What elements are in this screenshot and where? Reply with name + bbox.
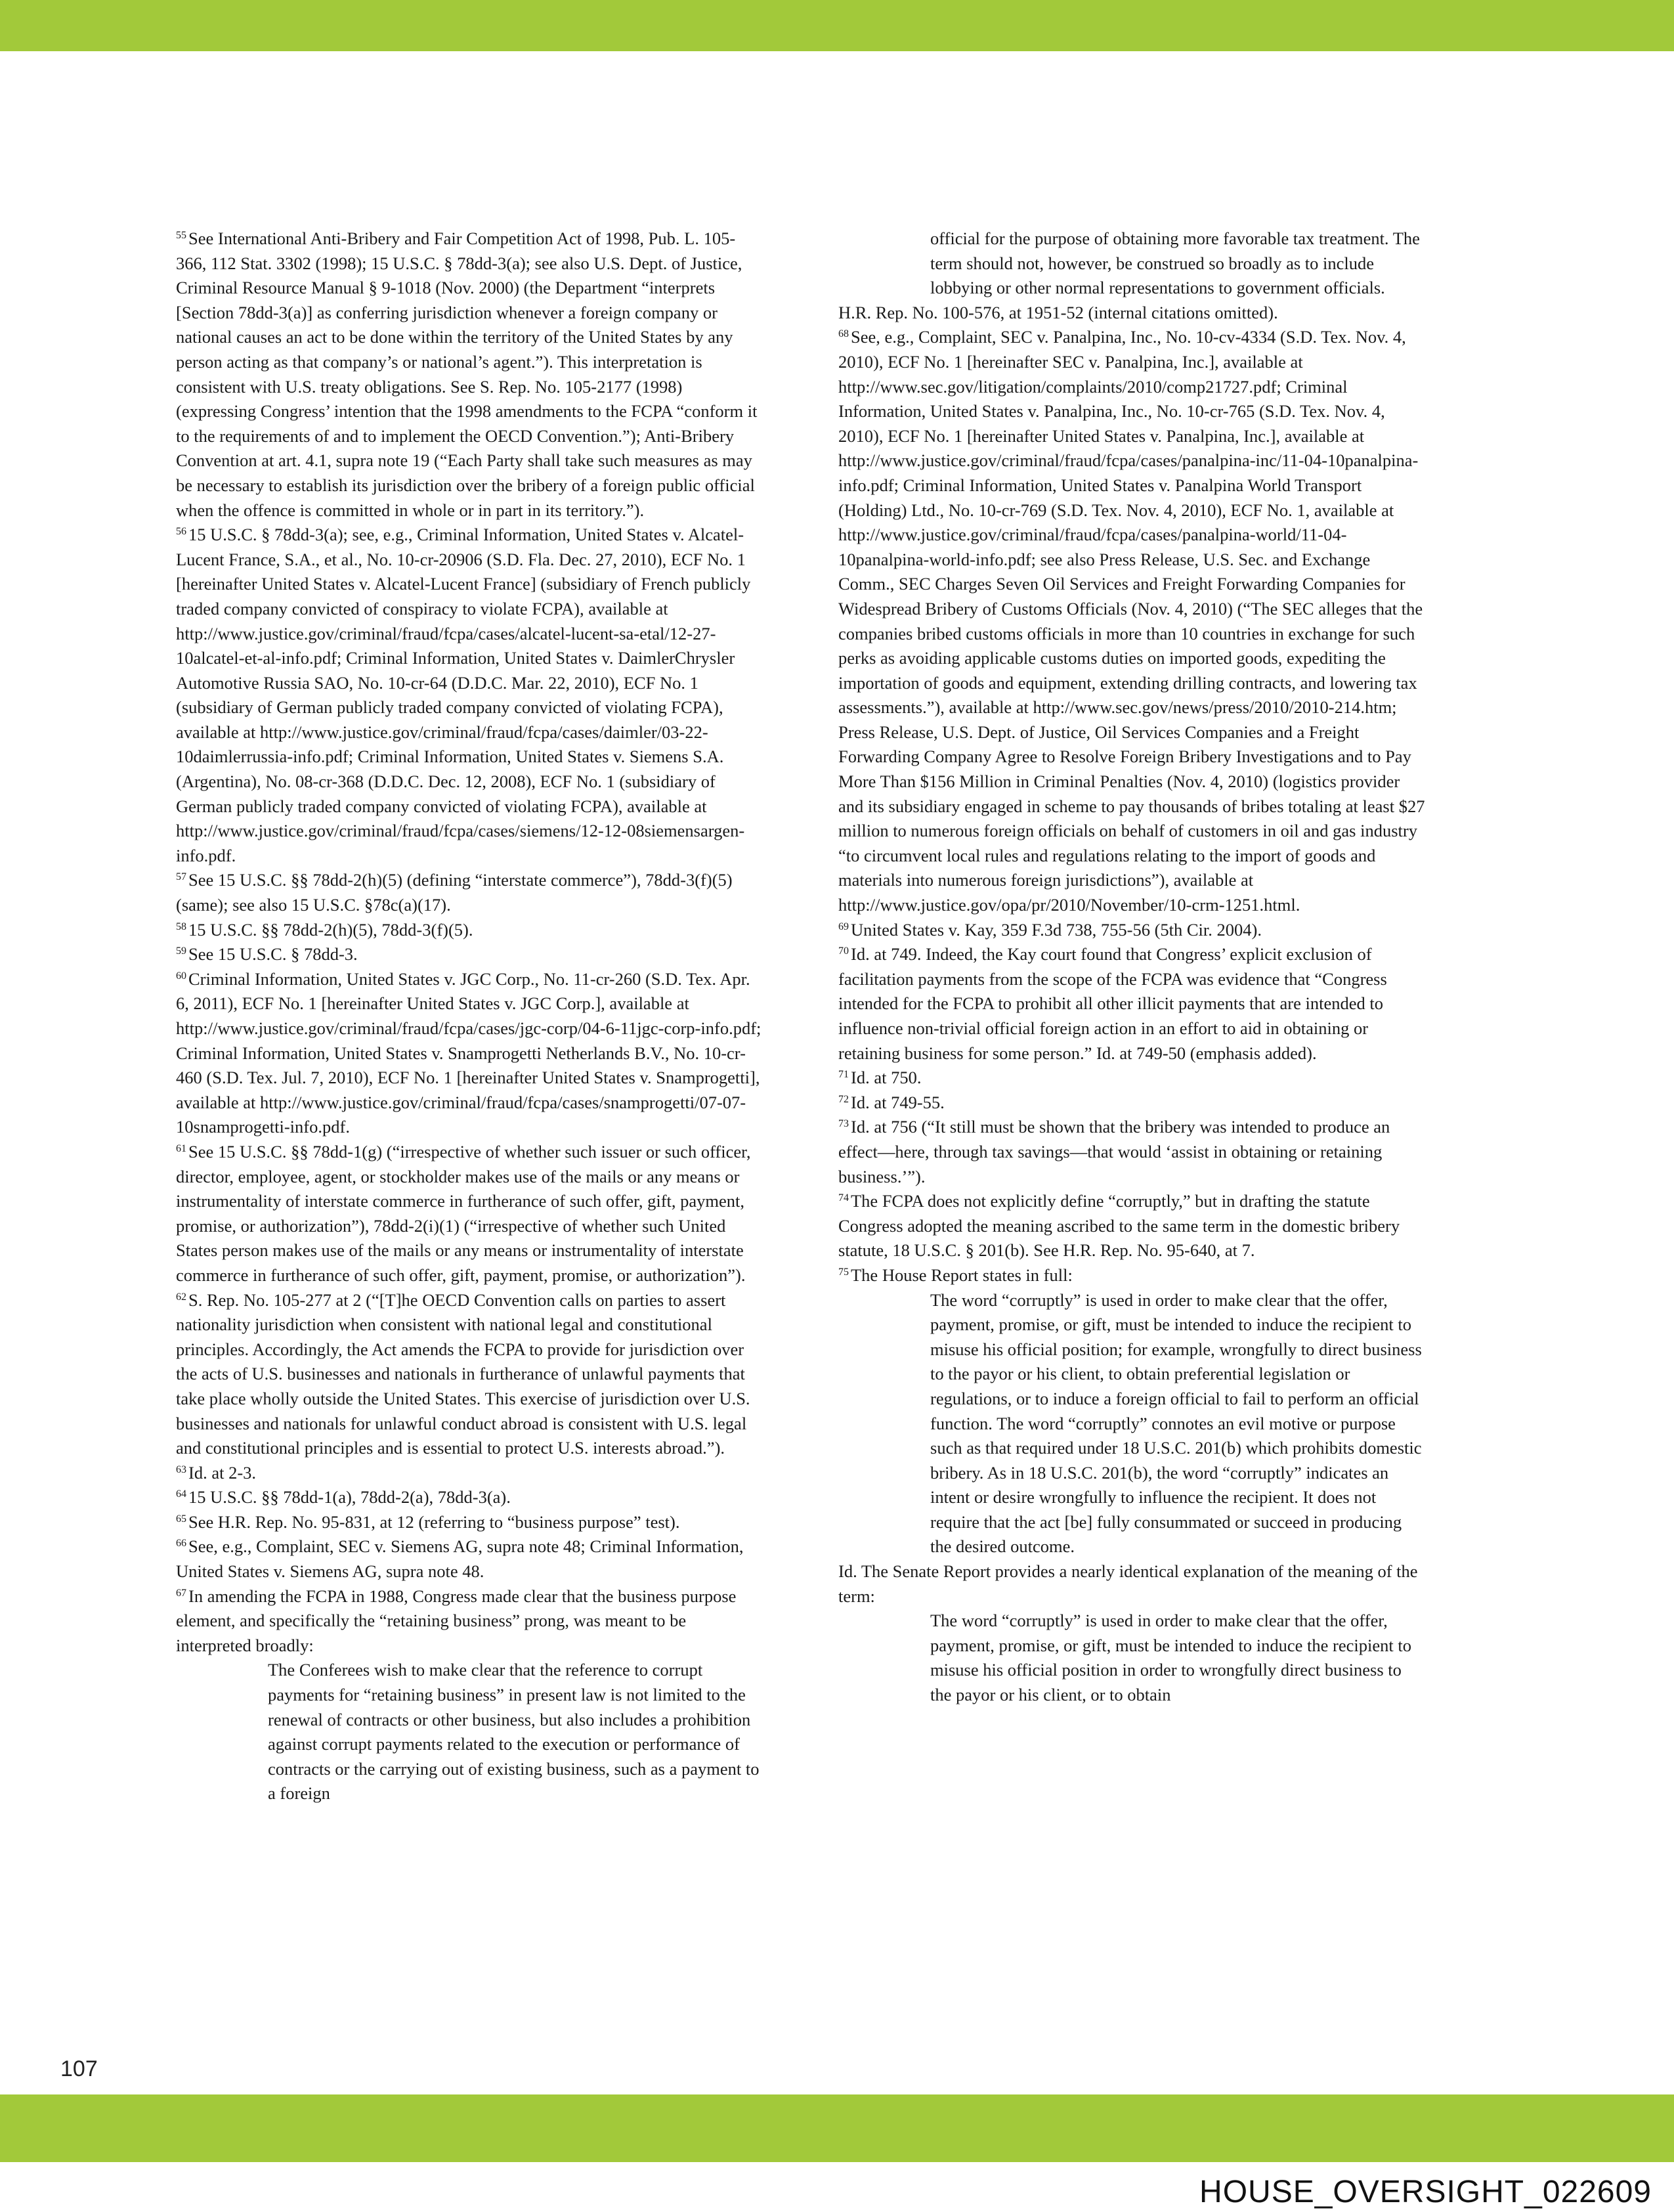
footnote-text: Id. at 750. bbox=[851, 1068, 922, 1088]
footnote-text: Criminal Information, United States v. JGC Corp., No. 11-cr-260 (S.D. Tex. Apr. 6, 2011), ECF No. 1 [hereinafter United States v. JGC Corp.], available at http://www.justice.gov/criminal/fraud/fcpa/cases/jgc-corp/04-6-11jgc-corp-info.pdf; Criminal Information, United States v. Snamprogetti Netherlands B.V., No. 10-cr-460 (S.D. Tex. Jul. 7, 2010), ECF No. 1 [hereinafter United States v. Snamprogetti], available at http://www.justice.gov/criminal/fraud/fcpa/cases/snamprogetti/07-07-10snamprogetti-info.pdf. bbox=[176, 968, 762, 1137]
footnote-62 bbox=[176, 1288, 763, 1461]
footnote-text: Id. at 749. Indeed, the Kay court found that Congress’ explicit exclusion of facilitation payments from the scope of the FCPA was evidence that “Congress intended for the FCPA to prohibit all other illicit payments that are intended to influence non-trivial official foreign action in an effort to aid in obtaining or retaining business for some person.” Id. at 749-50 (emphasis added). bbox=[838, 944, 1387, 1063]
footnote-70 bbox=[838, 942, 1426, 1066]
footnote-text: See, e.g., Complaint, SEC v. Panalpina, Inc., No. 10-cv-4334 (S.D. Tex. Nov. 4, 2010), ECF No. 1 [hereinafter SEC v. Panalpina, Inc.], available at http://www.sec.gov/litigation/complaints/2010/comp21727.pdf; Criminal Information, United States v. Panalpina, Inc., No. 10-cr-765 (S.D. Tex. Nov. 4, 2010), ECF No. 1 [hereinafter United States v. Panalpina, Inc.], available at http://www.justice.gov/criminal/fraud/fcpa/cases/panalpina-inc/11-04-10panalpina-info.pdf; Criminal Information, United States v. Panalpina World Transport (Holding) Ltd., No. 10-cr-769 (S.D. Tex. Nov. 4, 2010), ECF No. 1, available at http://www.justice.gov/criminal/fraud/fcpa/cases/panalpina-world/11-04-10panalpina-world-info.pdf; see also Press Release, U.S. Sec. and Exchange Comm., SEC Charges Seven Oil Services and Freight Forwarding Companies for Widespread Bribery of Customs Officials (Nov. 4, 2010) (“The SEC alleges that the companies bribed customs officials in more than 10 countries in exchange for such perks as avoiding applicable customs duties on imported goods, expediting the importation of goods and equipment, extending drilling contracts, and lowering tax assessments.”), available at http://www.sec.gov/news/press/2010/2010-214.htm; Press Release, U.S. Dept. of Justice, Oil Services Companies and a Freight Forwarding Company Agree to Resolve Foreign Bribery Investigations and to Pay More Than $156 Million in Criminal Penalties (Nov. 4, 2010) (logistics provider and its subsidiary engaged in scheme to pay thousands of bribes totaling at least $27 million to numerous foreign officials on behalf of customers in oil and gas industry “to circumvent local rules and regulations relating to the import of goods and materials into numerous foreign jurisdictions”), available at http://www.justice.gov/opa/pr/2010/November/10-crm-1251.html. bbox=[838, 327, 1425, 915]
footnote-number: 60 bbox=[176, 970, 186, 982]
footnote-59 bbox=[176, 942, 763, 967]
footnote-continuation bbox=[838, 301, 1426, 326]
footnote-text: The word “corruptly” is used in order to make clear that the offer, payment, promise, or gift, must be intended to induce the recipient to misuse his official position in order to wrongfully direct business to the payor or his client, or to obtain bbox=[930, 1611, 1411, 1705]
footnote-text: United States v. Kay, 359 F.3d 738, 755-56 (5th Cir. 2004). bbox=[851, 919, 1262, 940]
bottom-color-band bbox=[0, 2094, 1674, 2162]
footnote-text: See H.R. Rep. No. 95-831, at 12 (referring to “business purpose” test). bbox=[188, 1511, 680, 1532]
page-number: 107 bbox=[60, 2056, 98, 2081]
top-color-band bbox=[0, 0, 1674, 51]
footnote-number: 59 bbox=[176, 945, 186, 957]
footnote-65 bbox=[176, 1510, 763, 1535]
footnote-number: 73 bbox=[838, 1118, 849, 1130]
footnote-66 bbox=[176, 1534, 763, 1584]
footnote-55 bbox=[176, 227, 763, 523]
footnote-74 bbox=[838, 1189, 1426, 1263]
footnote-69 bbox=[838, 918, 1426, 943]
footnote-text: The House Report states in full: bbox=[851, 1265, 1073, 1285]
footnote-number: 69 bbox=[838, 921, 849, 932]
footnote-71 bbox=[838, 1066, 1426, 1091]
footnote-number: 70 bbox=[838, 945, 849, 957]
footnote-60 bbox=[176, 967, 763, 1140]
footnote-text: See International Anti-Bribery and Fair Competition Act of 1998, Pub. L. 105-366, 112 Stat. 3302 (1998); 15 U.S.C. § 78dd-3(a); see also U.S. Dept. of Justice, Criminal Resource Manual § 9-1018 (Nov. 2000) (the Department “interprets [Section 78dd-3(a)] as conferring jurisdiction whenever a foreign company or national causes an act to be done within the territory of the United States by any person acting as that company’s or national’s agent.”). This interpretation is consistent with U.S. treaty obligations. See S. Rep. No. 105-2177 (1998) (expressing Congress’ intention that the 1998 amendments to the FCPA “conform it to the requirements of and to implement the OECD Convention.”); Anti-Bribery Convention at art. 4.1, supra note 19 (“Each Party shall take such measures as may be necessary to establish its jurisdiction over the bribery of a foreign public official when the offence is committed in whole or in part in its territory.”). bbox=[176, 228, 758, 520]
footnote-text: Id. at 749-55. bbox=[851, 1092, 945, 1112]
footnote-text: The word “corruptly” is used in order to make clear that the offer, payment, promise, or gift, must be intended to induce the recipient to misuse his official position; for example, wrongfully to direct business to the payor or his client, to obtain preferential legislation or regulations, or to induce a foreign official to fail to perform an official function. The word “corruptly” connotes an evil motive or purpose such as that required under 18 U.S.C. 201(b) which prohibits domestic bribery. As in 18 U.S.C. 201(b), the word “corruptly” indicates an intent or desire wrongfully to influence the recipient. It does not require that the act [be] fully consummated or succeed in producing the desired outcome. bbox=[930, 1290, 1422, 1557]
footnote-number: 64 bbox=[176, 1488, 186, 1500]
footnote-number: 61 bbox=[176, 1142, 186, 1154]
footnote-number: 67 bbox=[176, 1587, 186, 1599]
footnote-75 bbox=[838, 1263, 1426, 1288]
footnote-text: 15 U.S.C. §§ 78dd-2(h)(5), 78dd-3(f)(5). bbox=[188, 919, 473, 940]
block-quote bbox=[930, 227, 1426, 301]
footnote-text: See 15 U.S.C. § 78dd-3. bbox=[188, 944, 358, 965]
footnote-text: H.R. Rep. No. 100-576, at 1951-52 (internal citations omitted). bbox=[838, 302, 1278, 322]
footnote-number: 74 bbox=[838, 1192, 849, 1204]
footnote-number: 72 bbox=[838, 1093, 849, 1105]
footnote-continuation bbox=[838, 1559, 1426, 1609]
footnote-text: Id. at 2-3. bbox=[188, 1462, 257, 1483]
footnote-56 bbox=[176, 523, 763, 868]
footnote-number: 68 bbox=[838, 328, 849, 340]
footnote-67 bbox=[176, 1584, 763, 1659]
block-quote bbox=[930, 1288, 1426, 1560]
footnote-68 bbox=[838, 325, 1426, 917]
footnote-number: 75 bbox=[838, 1266, 849, 1278]
footnotes-right-column bbox=[838, 227, 1426, 1708]
footnote-number: 62 bbox=[176, 1291, 186, 1303]
footnote-text: Id. The Senate Report provides a nearly identical explanation of the meaning of the term: bbox=[838, 1561, 1418, 1606]
footnote-number: 55 bbox=[176, 230, 186, 241]
footnote-73 bbox=[838, 1115, 1426, 1189]
footnote-text: S. Rep. No. 105-277 at 2 (“[T]he OECD Convention calls on parties to assert nationality jurisdiction when consistent with national legal and constitutional principles. Accordingly, the Act amends the FCPA to provide for jurisdiction over the acts of U.S. businesses and nationals in furtherance of unlawful payments that take place wholly outside the United States. This exercise of jurisdiction over U.S. businesses and nationals for unlawful conduct abroad is consistent with U.S. legal and constitutional principles and is essential to protect U.S. interests abroad.”). bbox=[176, 1290, 750, 1458]
footnote-64 bbox=[176, 1485, 763, 1510]
footnote-text: Id. at 756 (“It still must be shown that the bribery was intended to produce an effect—here, through tax savings—that would ‘assist in obtaining or retaining business.’”). bbox=[838, 1117, 1390, 1186]
footnote-61 bbox=[176, 1140, 763, 1288]
footnote-number: 58 bbox=[176, 921, 186, 932]
footnote-text: See, e.g., Complaint, SEC v. Siemens AG, supra note 48; Criminal Information, United States v. Siemens AG, supra note 48. bbox=[176, 1536, 744, 1582]
footnote-text: official for the purpose of obtaining more favorable tax treatment. The term should not, however, be construed so broadly as to include lobbying or other normal representations to government officials. bbox=[930, 228, 1420, 298]
footnote-text: 15 U.S.C. §§ 78dd-1(a), 78dd-2(a), 78dd-3(a). bbox=[188, 1487, 511, 1507]
footnote-text: The Conferees wish to make clear that the reference to corrupt payments for “retaining business” in present law is not limited to the renewal of contracts or other business, but also includes a prohibition against corrupt payments related to the execution or performance of contracts or the carrying out of existing business, such as a payment to a foreign bbox=[268, 1660, 760, 1804]
footnote-63 bbox=[176, 1461, 763, 1486]
footnote-72 bbox=[838, 1091, 1426, 1116]
footnote-number: 65 bbox=[176, 1513, 186, 1525]
footnote-number: 56 bbox=[176, 526, 186, 538]
footnote-57 bbox=[176, 868, 763, 917]
footnote-number: 63 bbox=[176, 1464, 186, 1475]
footnote-number: 71 bbox=[838, 1069, 849, 1081]
footnotes-left-column bbox=[176, 227, 763, 1806]
block-quote bbox=[268, 1658, 763, 1806]
footnote-number: 66 bbox=[176, 1538, 186, 1550]
footnote-text: In amending the FCPA in 1988, Congress made clear that the business purpose element, and specifically the “retaining business” prong, was meant to be interpreted broadly: bbox=[176, 1586, 737, 1655]
footnote-58 bbox=[176, 918, 763, 943]
footnote-text: The FCPA does not explicitly define “corruptly,” but in drafting the statute Congress adopted the meaning ascribed to the same term in the domestic bribery statute, 18 U.S.C. § 201(b). See H.R. Rep. No. 95-640, at 7. bbox=[838, 1191, 1400, 1261]
footnote-text: 15 U.S.C. § 78dd-3(a); see, e.g., Criminal Information, United States v. Alcatel-Lucent France, S.A., et al., No. 10-cr-20906 (S.D. Fla. Dec. 27, 2010), ECF No. 1 [hereinafter United States v. Alcatel-Lucent France] (subsidiary of French publicly traded company convicted of conspiracy to violate FCPA), available at http://www.justice.gov/criminal/fraud/fcpa/cases/alcatel-lucent-sa-etal/12-27-10alcatel-et-al-info.pdf; Criminal Information, United States v. DaimlerChrysler Automotive Russia SAO, No. 10-cr-64 (D.D.C. Mar. 22, 2010), ECF No. 1 (subsidiary of German publicly traded company convicted of violating FCPA), available at http://www.justice.gov/criminal/fraud/fcpa/cases/daimler/03-22-10daimlerrussia-info.pdf; Criminal Information, United States v. Siemens S.A. (Argentina), No. 08-cr-368 (D.D.C. Dec. 12, 2008), ECF No. 1 (subsidiary of German publicly traded company convicted of violating FCPA), available at http://www.justice.gov/criminal/fraud/fcpa/cases/siemens/12-12-08siemensargen-info.pdf. bbox=[176, 525, 751, 865]
bates-stamp: HOUSE_OVERSIGHT_022609 bbox=[1199, 2175, 1652, 2209]
block-quote bbox=[930, 1609, 1426, 1707]
footnote-number: 57 bbox=[176, 871, 186, 883]
footnote-text: See 15 U.S.C. §§ 78dd-1(g) (“irrespective of whether such issuer or such officer, director, employee, agent, or stockholder makes use of the mails or any means or instrumentality of interstate commerce in furtherance of such offer, gift, payment, promise, or authorization”), 78dd-2(i)(1) (“irrespective of whether such United States person makes use of the mails or any means or instrumentality of interstate commerce in furtherance of such offer, gift, payment, promise, or authorization”). bbox=[176, 1141, 751, 1285]
footnote-text: See 15 U.S.C. §§ 78dd-2(h)(5) (defining “interstate commerce”), 78dd-3(f)(5) (same); see also 15 U.S.C. §78c(a)(17). bbox=[176, 870, 733, 915]
